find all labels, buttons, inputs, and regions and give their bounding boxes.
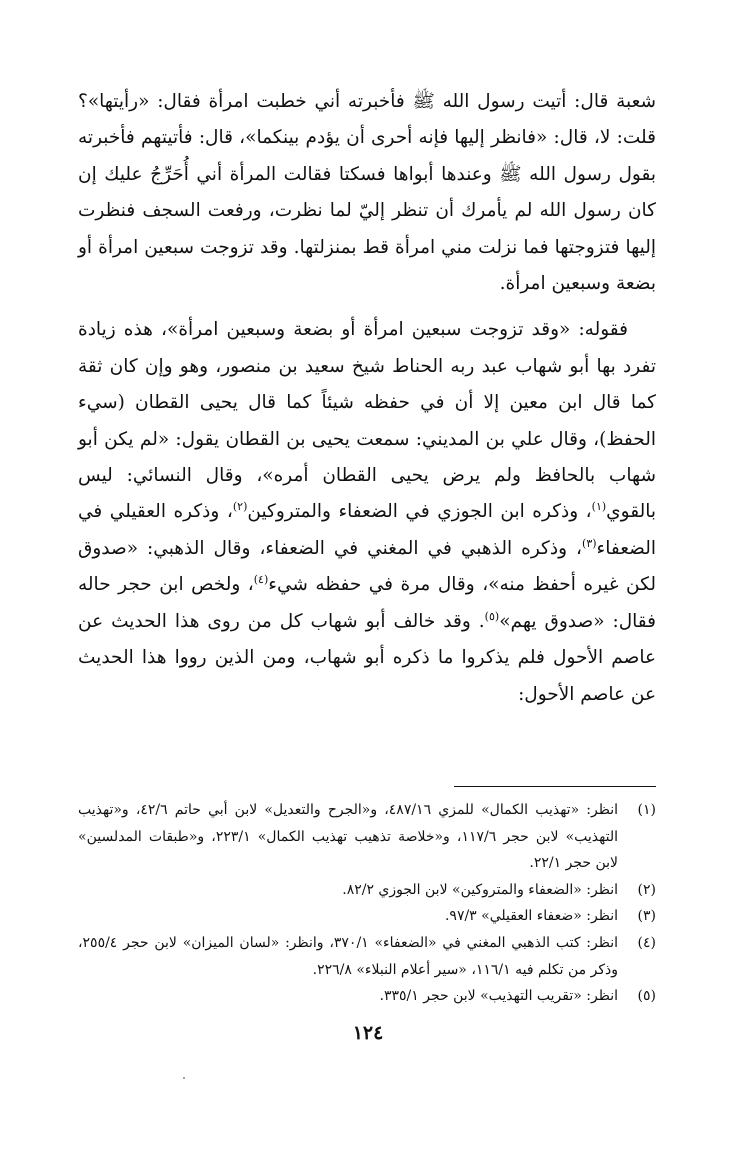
footnote-number: (١) <box>637 802 656 818</box>
footnote-text: انظر: «ضعفاء العقيلي» ٩٧/٣. <box>444 908 618 925</box>
footnotes <box>78 797 656 1010</box>
footnote-ref-3: (٣) <box>582 536 597 550</box>
footnote-separator <box>454 786 656 787</box>
paragraph-1: شعبة قال: أتيت رسول الله ﷺ فأخبرته أني خطبت امرأة فقال: «رأيتها»؟ قلت: لا، قال: «فانظر إليها فإنه أحرى أن يؤدم بينكما»، قال: فأتيتهم فأخبرته بقول رسول الله ﷺ وعندها أبواها فسكتا فقالت المرأة أني أُحَرِّجُ عليك إن كان رسول الله لم يأمرك أن تنظر إليّ لما نظرت، ورفعت السجف فنظرت إليها فتزوجتها فما نزلت مني امرأة قط بمنزلتها. وقد تزوجت سبعين امرأة أو بضعة وسبعين امرأة. <box>78 91 656 295</box>
paragraph-2 <box>78 312 656 712</box>
footnote-ref-4: (٤) <box>253 573 269 587</box>
paragraph-2-text-f: . وقد خالف أبو شهاب كل من روى هذا الحديث عن عاصم الأحول فلم يذكروا ما ذكره أبو شهاب، ومن الذين رووا هذا الحديث عن عاصم الأحول: <box>78 610 656 705</box>
footnote-number: (٤) <box>637 934 656 951</box>
footnote-4 <box>78 930 656 983</box>
page-number: ١٢٤ <box>352 1022 384 1044</box>
footnote-text: انظر: «الضعفاء والمتروكين» لابن الجوزي ٨٢/٢. <box>342 881 618 898</box>
footnote-ref-1: (١) <box>591 500 607 514</box>
footnote-text: انظر: كتب الذهبي المغني في «الضعفاء» ٣٧٠/١، وانظر: «لسان الميزان» لابن حجر ٢٥٥/٤، وذكر من تكلم فيه ١١٦/١، «سير أعلام النبلاء» ٢٢٦/٨. <box>78 934 618 978</box>
paragraph-2-text-c: ، وذكره العقيلي في الضعفاء <box>78 501 656 559</box>
footnote-number: (٣) <box>637 908 656 925</box>
main-text <box>78 84 656 713</box>
footnote-ref-5: (٥) <box>484 609 500 623</box>
footnote-text: انظر: «تقريب التهذيب» لابن حجر ٣٣٥/١. <box>379 988 618 1005</box>
footnote-text: انظر: «تهذيب الكمال» للمزي ٤٨٧/١٦، و«الجرح والتعديل» لابن أبي حاتم ٤٢/٦، و«تهذيب التهذيب» لابن حجر ١١٧/٦، و«خلاصة تذهيب تهذيب الكمال» ٢٢٣/١، و«طبقات المدلسين» لابن حجر ٢٢/١. <box>78 802 618 872</box>
footnote-2 <box>78 877 656 904</box>
paragraph-2-text-e: ، ولخص ابن حجر حاله فقال: «صدوق يهم» <box>78 574 657 632</box>
footnote-5 <box>78 983 656 1010</box>
footnote-number: (٥) <box>637 988 656 1005</box>
footnote-ref-2: (٢) <box>232 500 248 514</box>
scan-speck <box>183 1077 185 1079</box>
footnote-3 <box>78 903 656 930</box>
footnote-number: (٢) <box>637 881 656 898</box>
paragraph-2-text-b: ، وذكره ابن الجوزي في الضعفاء والمتروكين <box>247 501 592 523</box>
footnote-1 <box>78 797 656 877</box>
paragraph-2-text-a: فقوله: «وقد تزوجت سبعين امرأة أو بضعة وسبعين امرأة»، هذه زيادة تفرد بها أبو شهاب عبد ربه الحناط شيخ سعيد بن منصور، وهو وإن كان ثقة كما قال ابن معين إلا أن في حفظه شيئاً كما قال يحيى القطان (سيء الحفظ)، وقال علي بن المديني: سمعت يحيى بن القطان يقول: «لم يكن أبو شهاب بالحافظ ولم يرض يحيى القطان أمره»، وقال النسائي: ليس بالقوي <box>78 319 656 523</box>
paragraph-2-text-d: ، وذكره الذهبي في المغني في الضعفاء، وقال الذهبي: «صدوق لكن غيره أحفظ منه»، وقال مرة في حفظه شيء <box>78 537 656 596</box>
